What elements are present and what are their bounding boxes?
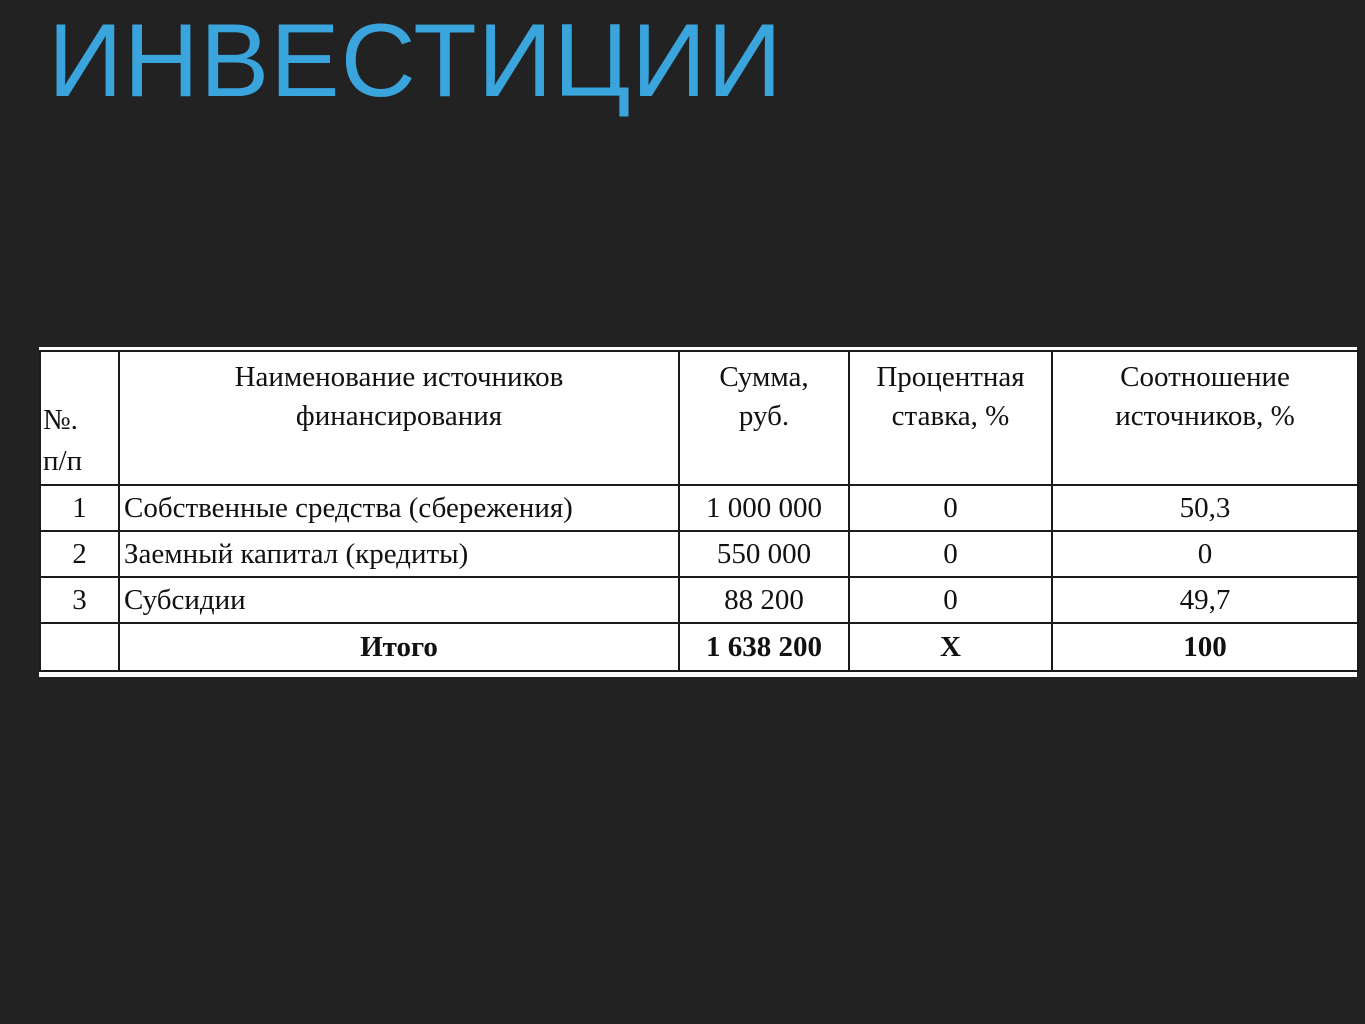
row-source-name: Субсидии — [119, 577, 679, 623]
header-rate — [849, 351, 1052, 485]
row-number: 1 — [40, 485, 119, 531]
header-source-name-line-2: финансирования — [295, 400, 503, 432]
header-share-line-2: источников, % — [1115, 400, 1295, 432]
header-number-line-1: №. — [43, 404, 78, 436]
total-share: 100 — [1052, 623, 1358, 671]
total-number — [40, 623, 119, 671]
header-number — [40, 351, 119, 485]
financing-sources-table — [39, 350, 1359, 672]
total-rate: Х — [849, 623, 1052, 671]
row-sum: 550 000 — [679, 531, 849, 577]
row-rate: 0 — [849, 485, 1052, 531]
row-sum: 88 200 — [679, 577, 849, 623]
header-share — [1052, 351, 1358, 485]
header-source-name — [119, 351, 679, 485]
row-share: 50,3 — [1052, 485, 1358, 531]
table-row — [40, 577, 1358, 623]
row-share: 0 — [1052, 531, 1358, 577]
financing-sources-table-container — [39, 347, 1357, 677]
header-share-line-1: Соотношение — [1120, 361, 1290, 393]
row-source-name: Заемный капитал (кредиты) — [119, 531, 679, 577]
total-sum: 1 638 200 — [679, 623, 849, 671]
slide-title: ИНВЕСТИЦИИ — [48, 3, 783, 119]
header-source-name-line-1: Наименование источников — [234, 361, 564, 393]
header-sum-line-1: Сумма, — [719, 361, 809, 393]
header-rate-line-1: Процентная — [876, 361, 1025, 393]
header-sum-line-2: руб. — [738, 400, 790, 432]
header-rate-line-2: ставка, % — [891, 400, 1010, 432]
table-row — [40, 485, 1358, 531]
table-total-row — [40, 623, 1358, 671]
header-number-line-2: п/п — [43, 445, 83, 477]
table-row — [40, 531, 1358, 577]
row-share: 49,7 — [1052, 577, 1358, 623]
header-sum — [679, 351, 849, 485]
total-label: Итого — [119, 623, 679, 671]
table-header-row — [40, 351, 1358, 485]
row-rate: 0 — [849, 577, 1052, 623]
row-rate: 0 — [849, 531, 1052, 577]
row-number: 2 — [40, 531, 119, 577]
row-sum: 1 000 000 — [679, 485, 849, 531]
row-source-name: Собственные средства (сбережения) — [119, 485, 679, 531]
row-number: 3 — [40, 577, 119, 623]
